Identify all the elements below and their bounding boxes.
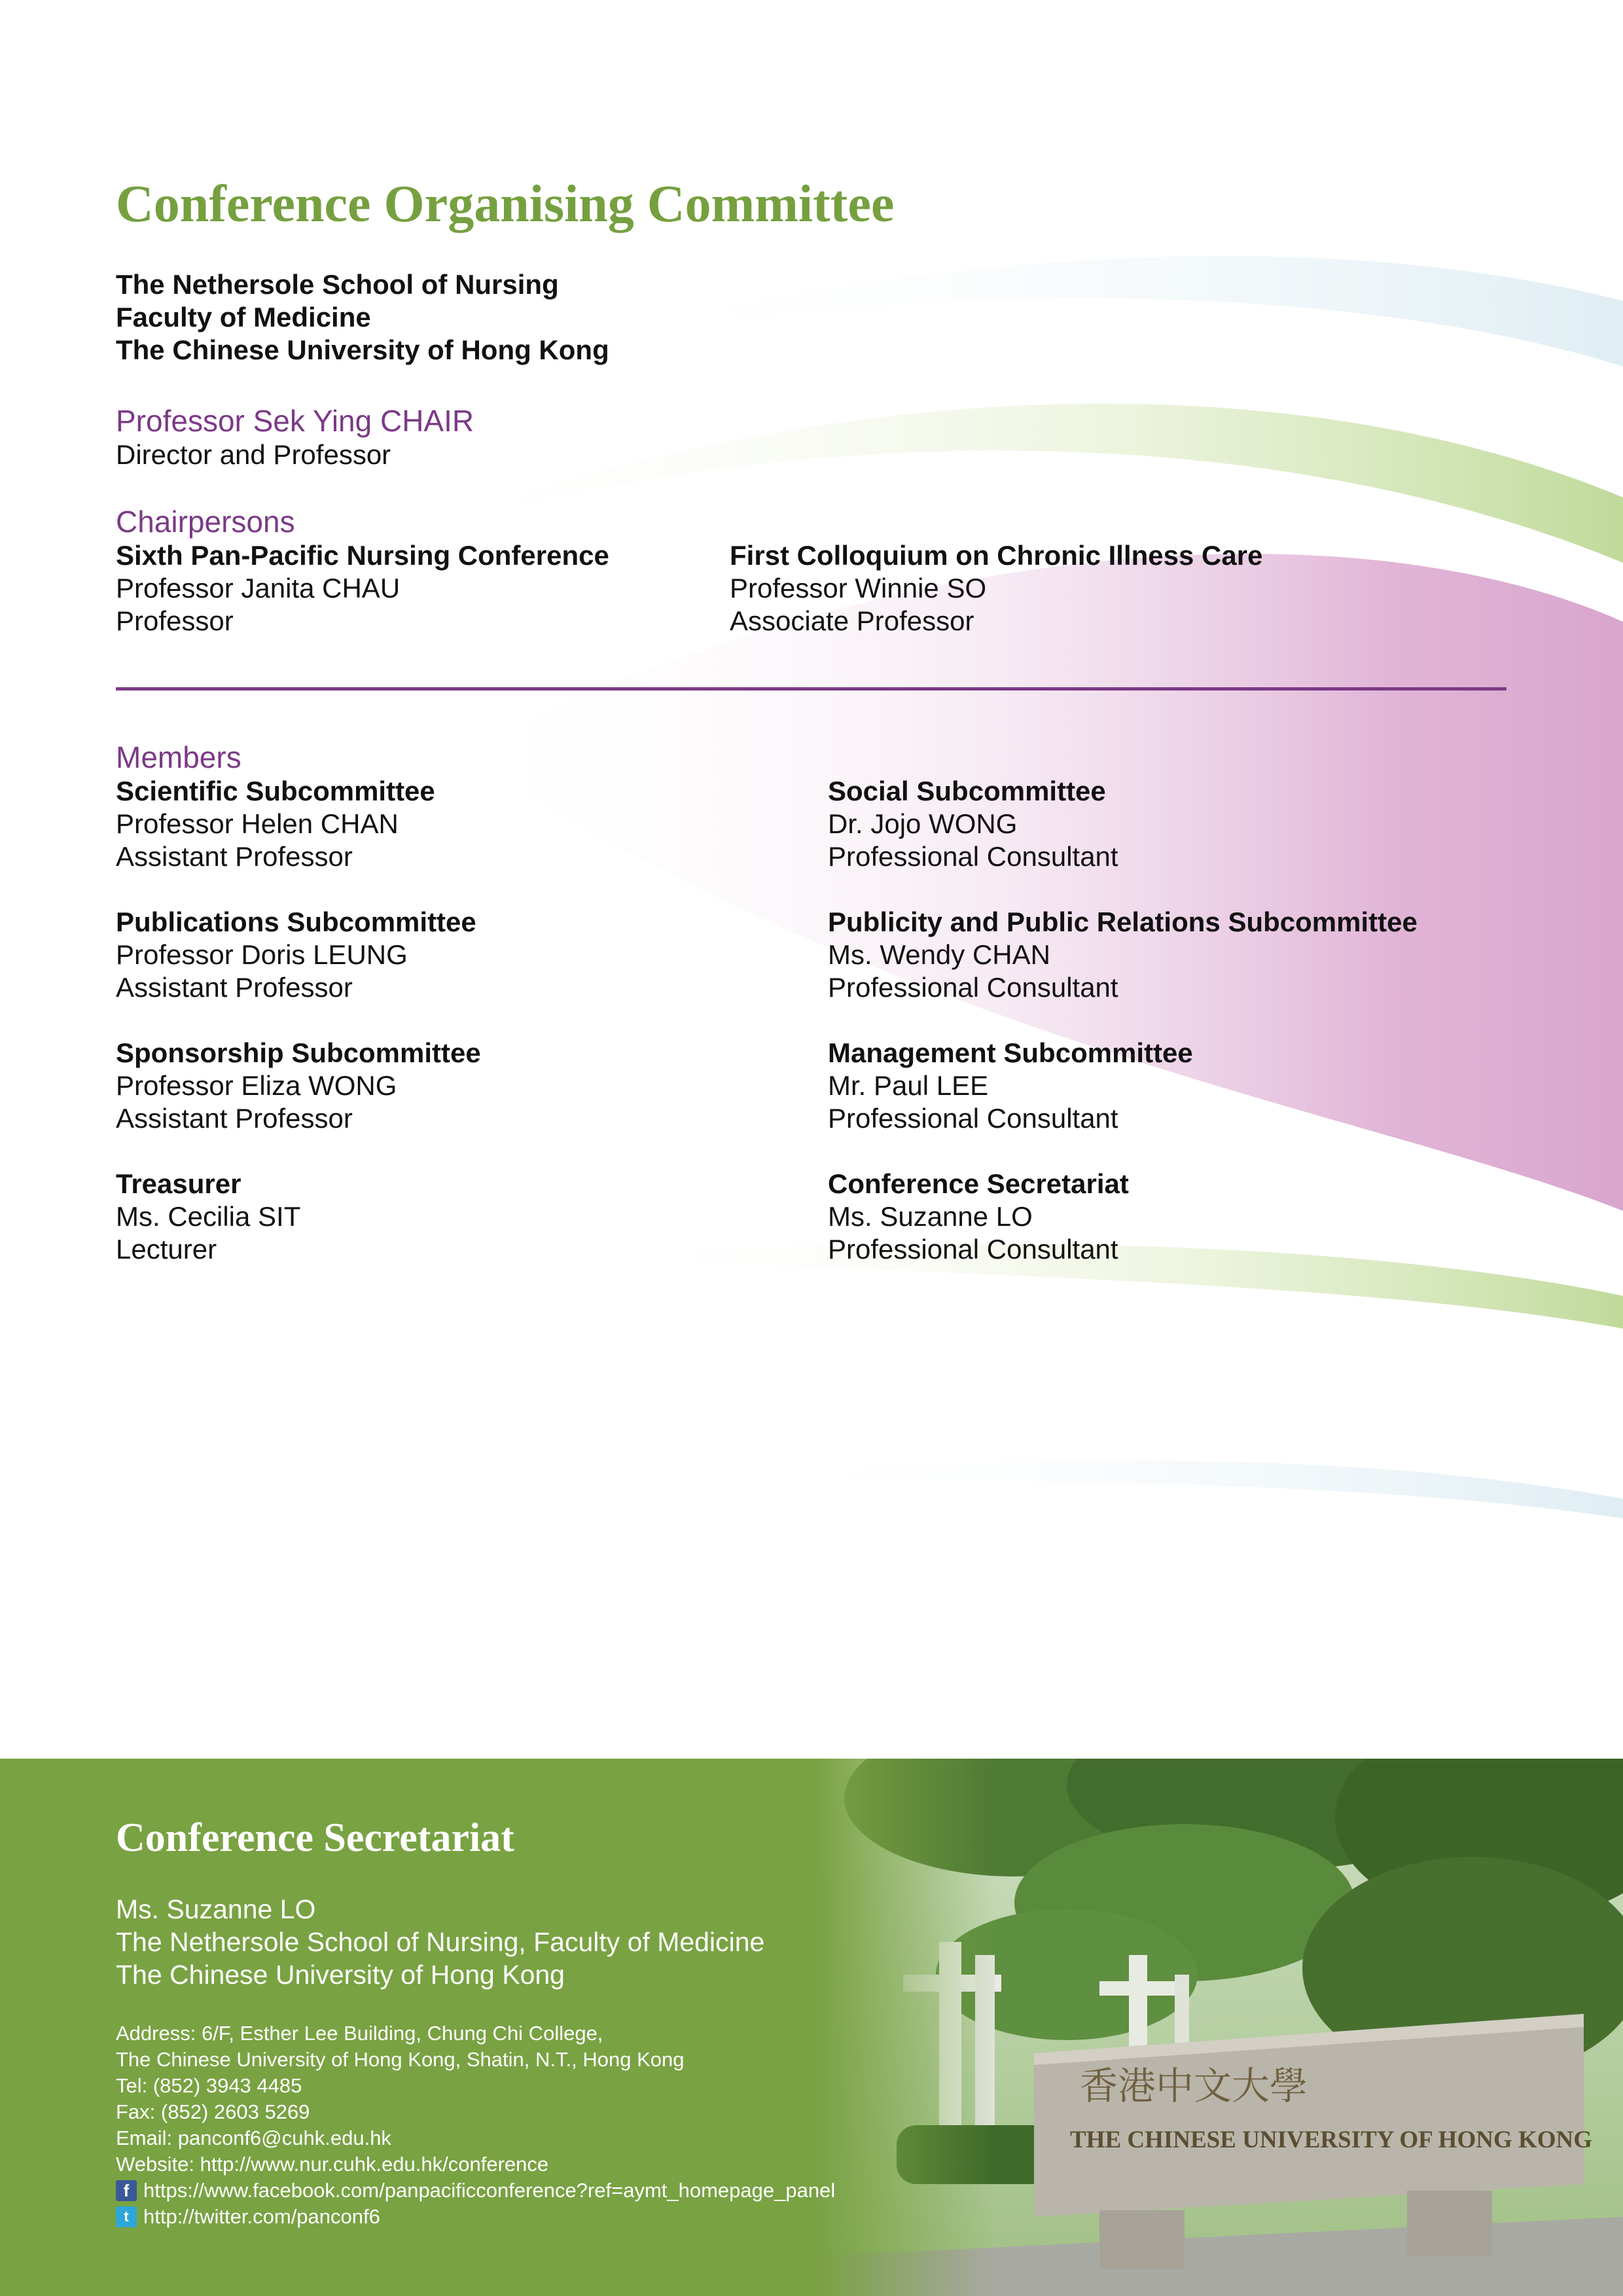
organisation-line: Faculty of Medicine [116, 302, 371, 332]
member-group: Conference Secretariat [828, 1168, 1129, 1199]
organisation-line: The Chinese University of Hong Kong [116, 334, 609, 365]
member-role: Assistant Professor [116, 1103, 353, 1134]
chair-name: Professor Janita CHAU [116, 573, 401, 603]
member-entry [116, 775, 435, 873]
footer-title: Conference Secretariat [116, 1816, 514, 1860]
member-group: Management Subcommittee [828, 1037, 1193, 1068]
member-name: Professor Doris LEUNG [116, 939, 408, 970]
facebook-link[interactable]: https://www.facebook.com/panpacificconference?ref=aymt_homepage_panel [143, 2179, 836, 2202]
address-line: The Chinese University of Hong Kong, Shatin, N.T., Hong Kong [116, 2048, 685, 2071]
member-name: Dr. Jojo WONG [828, 808, 1018, 839]
member-group: Publications Subcommittee [116, 906, 476, 937]
member-group: Publicity and Public Relations Subcommittee [828, 906, 1418, 937]
member-role: Professional Consultant [828, 841, 1118, 872]
organisation-block [116, 268, 609, 367]
member-name: Ms. Suzanne LO [828, 1201, 1033, 1232]
chairpersons-heading: Chairpersons [116, 505, 295, 539]
member-name: Professor Helen CHAN [116, 808, 399, 839]
member-entry [116, 1037, 481, 1135]
footer-line: Ms. Suzanne LO [116, 1894, 316, 1924]
secretariat-footer [0, 1759, 1623, 2296]
member-role: Professional Consultant [828, 972, 1118, 1003]
chair-event: First Colloquium on Chronic Illness Care [730, 540, 1263, 571]
facebook-row [116, 2178, 835, 2204]
footer-contact-lines [116, 1893, 764, 1991]
footer-line: The Chinese University of Hong Kong [116, 1960, 565, 1990]
address-line: Address: 6/F, Esther Lee Building, Chung Chi College, [116, 2022, 603, 2045]
twitter-row [116, 2204, 835, 2230]
member-entry [828, 775, 1118, 873]
member-name: Professor Eliza WONG [116, 1070, 397, 1101]
member-group: Sponsorship Subcommittee [116, 1037, 481, 1068]
member-role: Professional Consultant [828, 1103, 1118, 1134]
member-role: Lecturer [116, 1234, 217, 1265]
member-name: Ms. Wendy CHAN [828, 939, 1050, 970]
chairperson-left [116, 539, 609, 637]
chair-name: Professor Winnie SO [730, 573, 987, 603]
director-name: Professor Sek Ying CHAIR [116, 404, 474, 438]
chairperson-right [730, 539, 1262, 637]
member-entry [828, 1168, 1129, 1266]
member-entry [828, 1037, 1193, 1135]
members-heading: Members [116, 740, 241, 774]
member-name: Mr. Paul LEE [828, 1070, 989, 1101]
organisation-line: The Nethersole School of Nursing [116, 269, 559, 300]
campus-photo [818, 1759, 1623, 2296]
member-group: Social Subcommittee [828, 776, 1106, 806]
section-divider [116, 687, 1507, 691]
chair-role: Professor [116, 605, 234, 636]
member-entry [116, 1168, 300, 1266]
footer-contact-details [116, 2020, 835, 2230]
website-link[interactable]: Website: http://www.nur.cuhk.edu.hk/conference [116, 2153, 549, 2176]
chair-role: Associate Professor [730, 605, 974, 636]
member-entry [116, 906, 476, 1004]
member-role: Professional Consultant [828, 1234, 1118, 1265]
email-link[interactable]: Email: panconf6@cuhk.edu.hk [116, 2126, 391, 2149]
facebook-icon: f [116, 2180, 137, 2201]
footer-line: The Nethersole School of Nursing, Faculty of Medicine [116, 1927, 765, 1957]
tel-line: Tel: (852) 3943 4485 [116, 2074, 302, 2097]
chair-event: Sixth Pan-Pacific Nursing Conference [116, 540, 609, 571]
director-role: Director and Professor [116, 439, 391, 470]
member-role: Assistant Professor [116, 972, 353, 1003]
member-name: Ms. Cecilia SIT [116, 1201, 301, 1232]
member-entry [828, 906, 1418, 1004]
director-block [116, 403, 474, 471]
member-group: Scientific Subcommittee [116, 776, 435, 806]
member-role: Assistant Professor [116, 841, 353, 872]
page-title: Conference Organising Committee [116, 175, 895, 233]
member-group: Treasurer [116, 1168, 241, 1199]
fax-line: Fax: (852) 2603 5269 [116, 2100, 310, 2123]
twitter-icon: t [116, 2206, 137, 2227]
twitter-link[interactable]: http://twitter.com/panconf6 [143, 2205, 380, 2228]
